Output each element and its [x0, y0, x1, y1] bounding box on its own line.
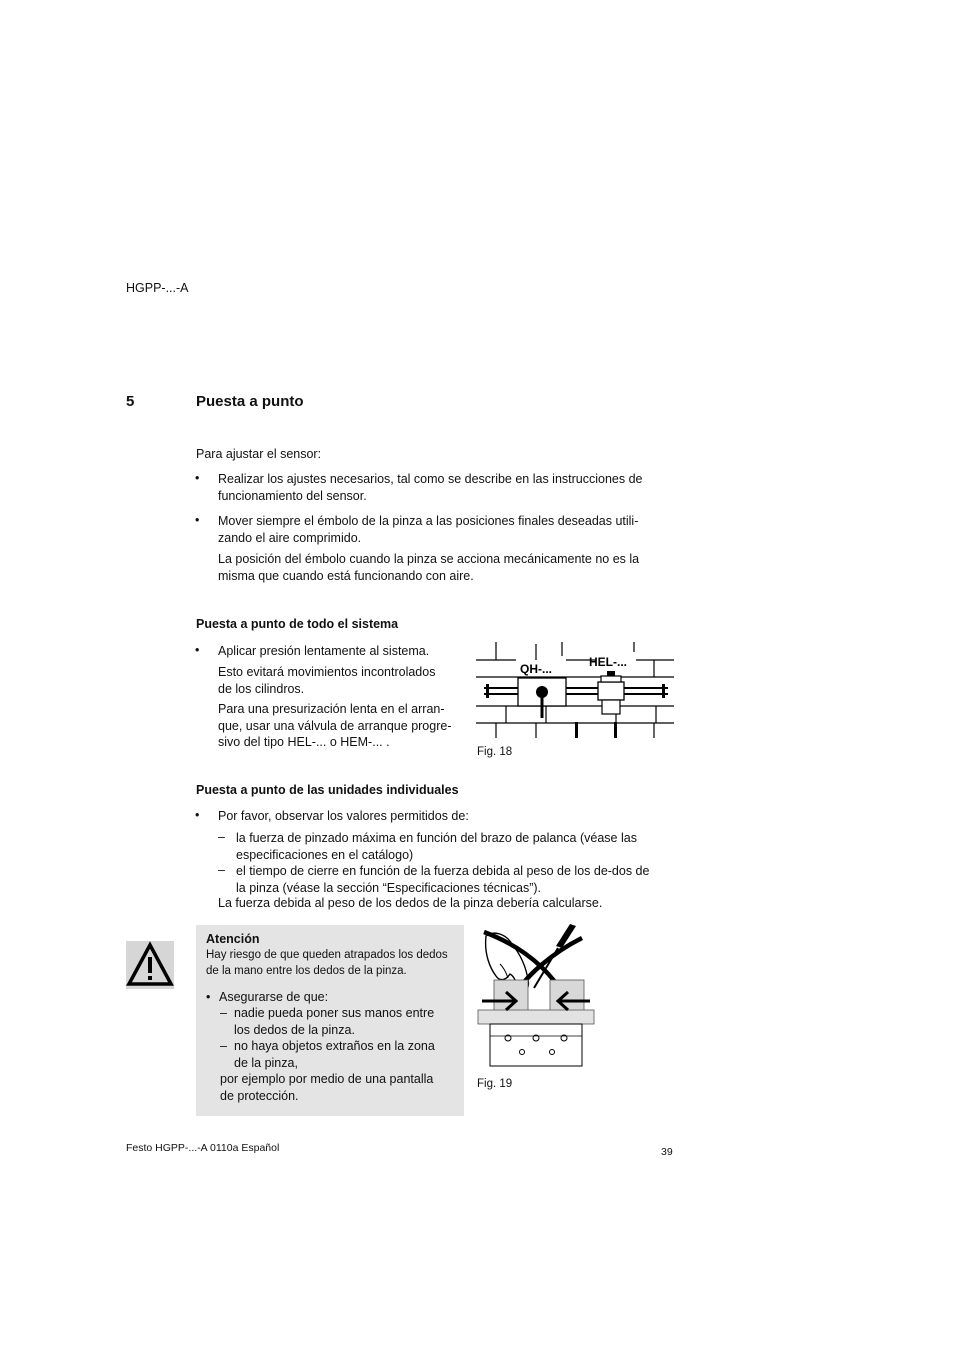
section-title: Puesta a punto	[196, 393, 304, 410]
bullet-marker: •	[195, 808, 200, 822]
warning-dash1: nadie pueda poner sus manos entre los dedos de la pinza.	[234, 1006, 435, 1037]
figure-19-caption: Fig. 19	[477, 1078, 513, 1090]
sub2-closing: La fuerza debida al peso de los dedos de la pinza debería calcularse.	[218, 896, 603, 910]
note-piston-position: La posición del émbolo cuando la pinza se acciona mecánicamente no es la misma que cuando está funcionando con aire.	[218, 552, 640, 583]
sub2-bullet: Por favor, observar los valores permitidos de:	[218, 809, 469, 823]
fig18-label-qh: QH-...	[520, 662, 552, 676]
subsection-title-units: Puesta a punto de las unidades individuales	[196, 783, 459, 797]
section-number: 5	[126, 393, 135, 410]
bullet-marker: •	[195, 643, 200, 657]
subsection-title-system: Puesta a punto de todo el sistema	[196, 617, 399, 631]
warning-bullet: Asegurarse de que:	[219, 990, 329, 1004]
sub1-para1: Esto evitará movimientos incontrolados de los cilindros.	[218, 665, 436, 696]
dash-marker: –	[220, 1006, 227, 1020]
footer-document-info: Festo HGPP-...-A 0110a Español	[126, 1142, 280, 1154]
sub2-dash1: la fuerza de pinzado máxima en función del brazo de palanca (véase las especificaciones en el catálogo)	[236, 831, 637, 862]
dash-marker: –	[218, 830, 225, 844]
fig18-label-hel: HEL-...	[589, 655, 627, 669]
warning-dash2: no haya objetos extraños en la zona de la pinza,	[234, 1039, 435, 1070]
warning-text: Hay riesgo de que queden atrapados los dedos de la mano entre los dedos de la pinza.	[206, 949, 448, 977]
dash-marker: –	[218, 863, 225, 877]
bullet-item-2: Mover siempre el émbolo de la pinza a las posiciones finales deseadas utili- zando el aire comprimido.	[218, 514, 639, 545]
dash-marker: –	[220, 1039, 227, 1053]
warning-bullet-marker: •	[206, 990, 211, 1004]
warning-triangle-icon	[126, 941, 174, 989]
sub2-dash2: el tiempo de cierre en función de la fuerza debida al peso de los de-dos de la pinza (véase la sección “Especificaciones técnicas”).	[236, 864, 650, 895]
bullet-marker: •	[195, 513, 200, 527]
sub1-para2: Para una presurización lenta en el arran- que, usar una válvula de arranque progre- sivo del tipo HEL-... o HEM-... .	[218, 702, 452, 749]
footer-page-number: 39	[661, 1146, 673, 1158]
warning-closing: por ejemplo por medio de una pantalla de protección.	[220, 1072, 434, 1103]
document-header-model: HGPP-...-A	[126, 281, 189, 295]
figure-18-pneumatic-layout	[476, 642, 676, 742]
warning-title: Atención	[206, 932, 260, 946]
bullet-marker: •	[195, 471, 200, 485]
warning-box	[196, 925, 464, 1116]
figure-18-caption: Fig. 18	[477, 746, 513, 758]
intro-text: Para ajustar el sensor:	[196, 447, 322, 461]
figure-19-gripper-hazard	[476, 924, 600, 1070]
sub1-bullet: Aplicar presión lentamente al sistema.	[218, 644, 430, 658]
warning-icon-background	[126, 941, 174, 989]
bullet-item-1: Realizar los ajustes necesarios, tal como se describe en las instrucciones de funcionamiento del sensor.	[218, 472, 643, 503]
